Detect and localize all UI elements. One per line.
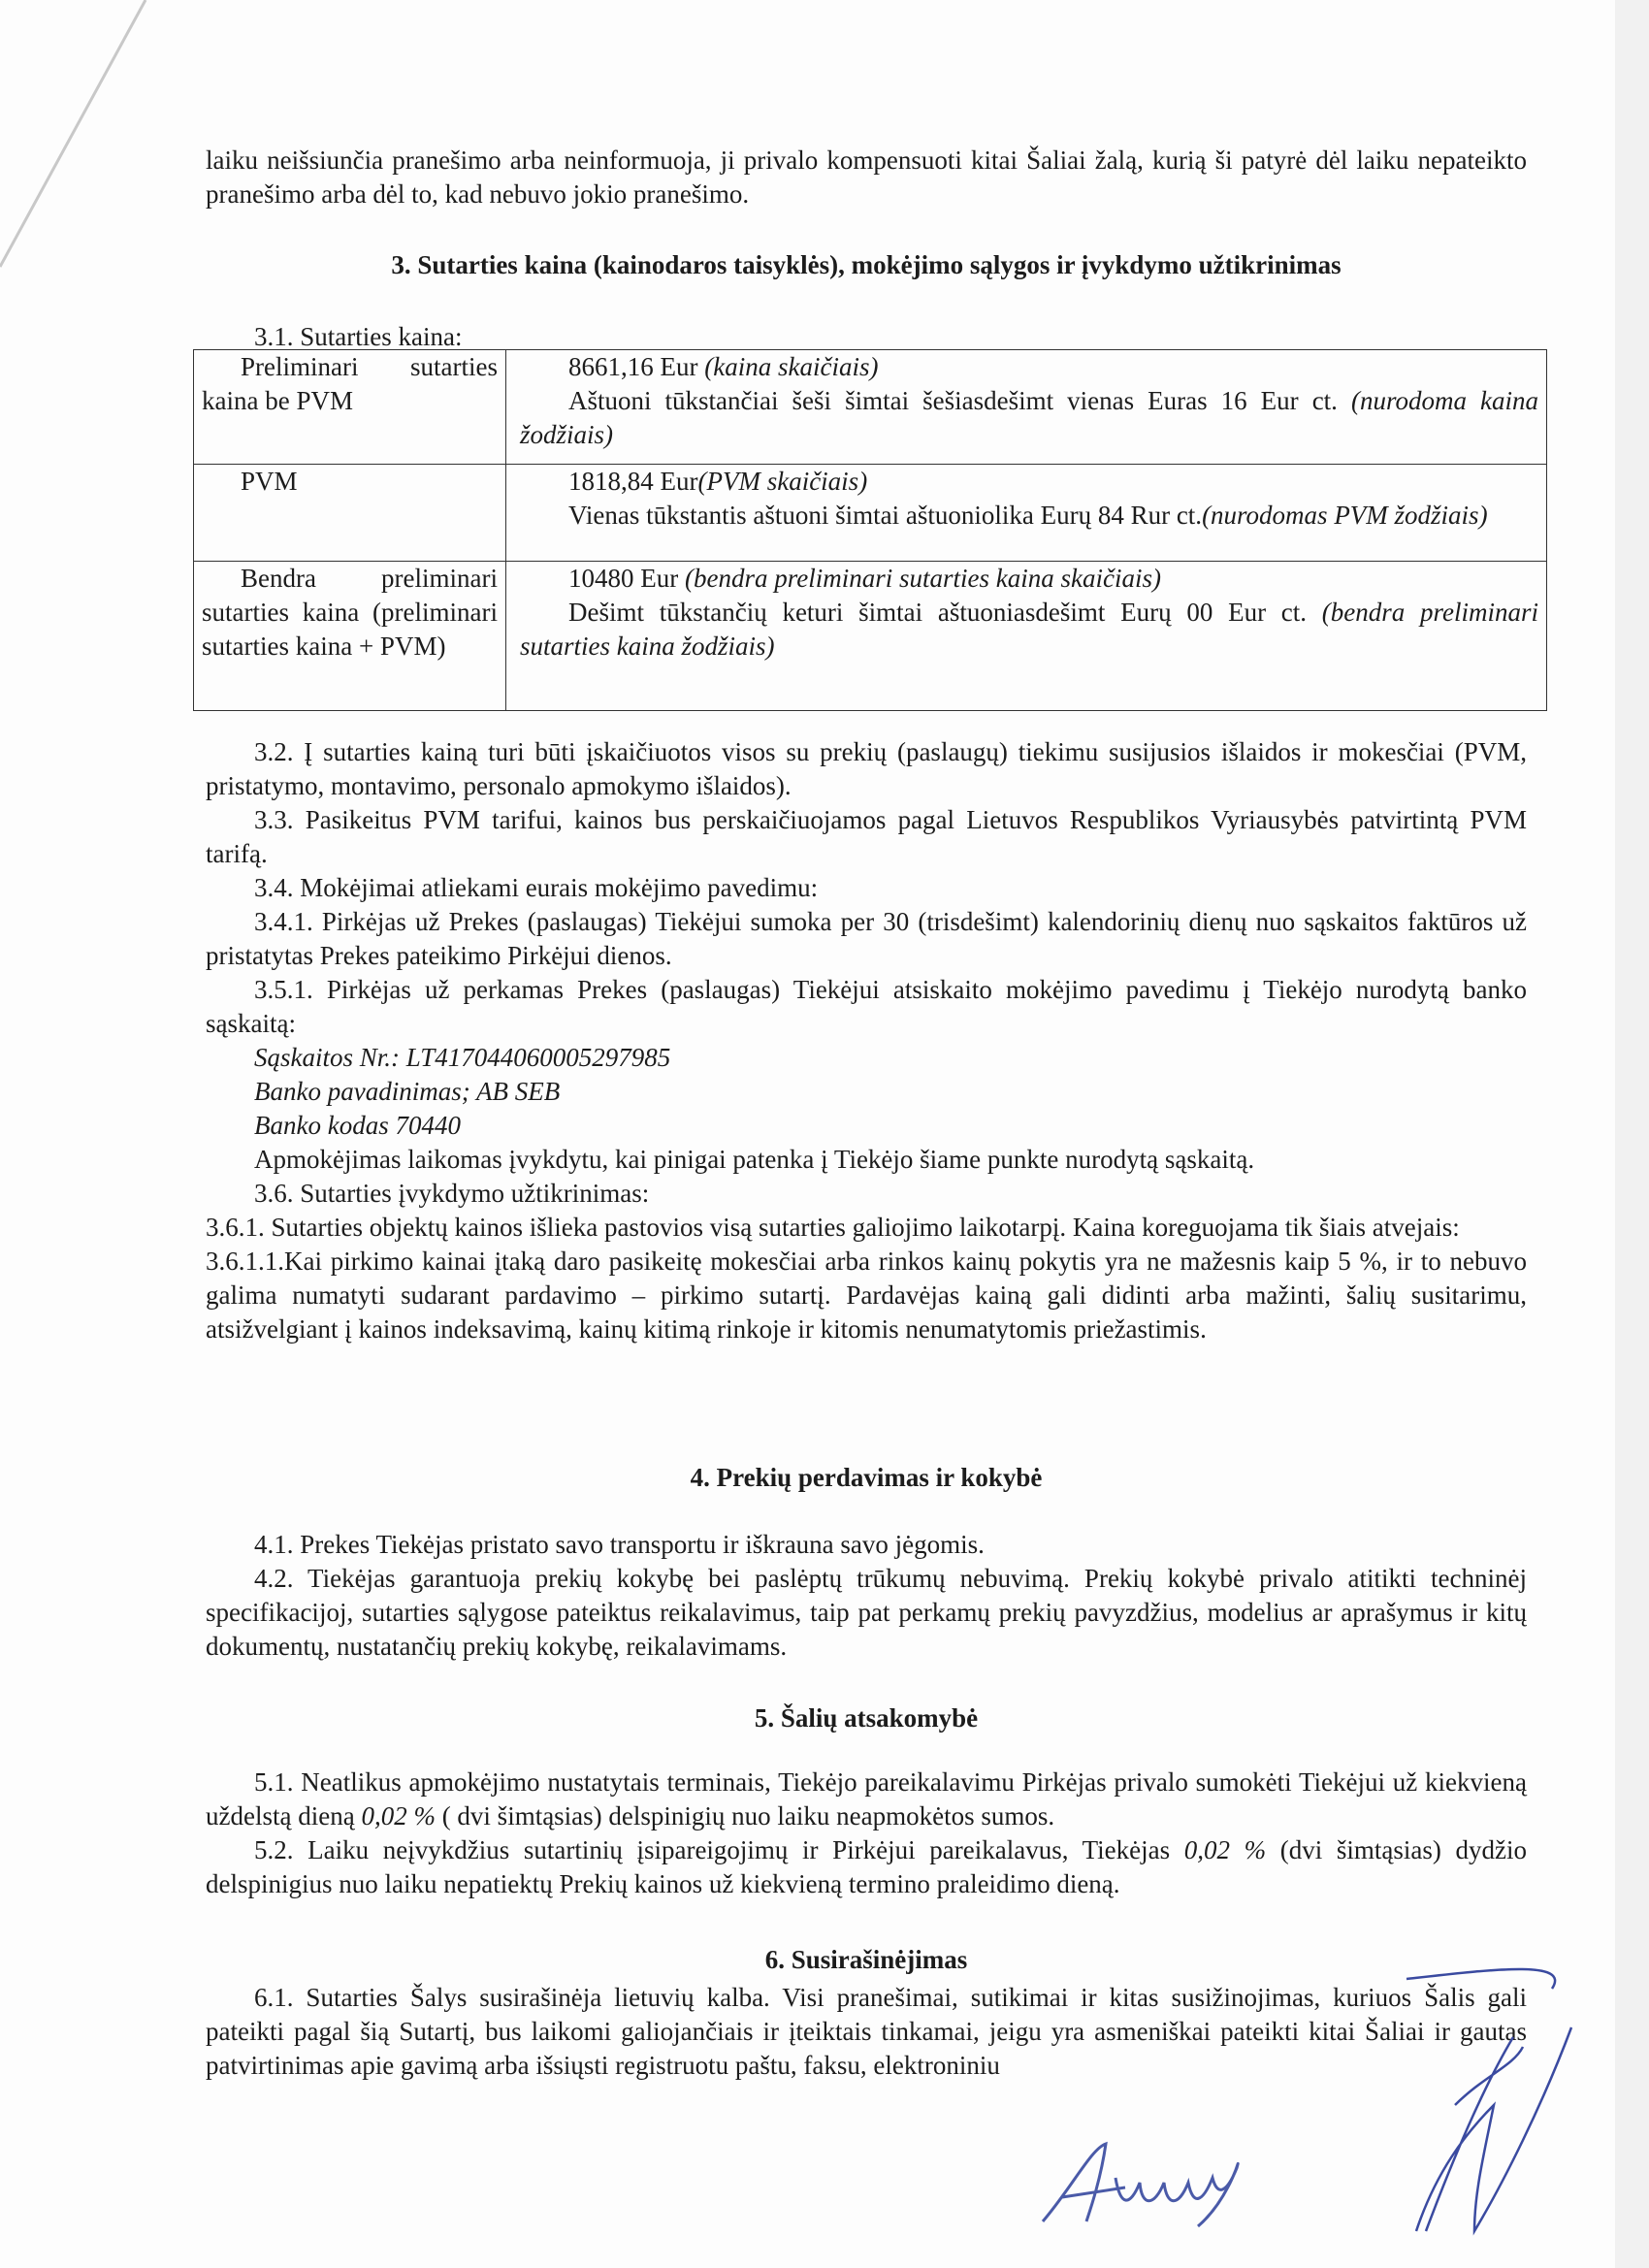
- amount: 10480 Eur: [568, 564, 679, 593]
- clause-4-2: 4.2. Tiekėjas garantuoja prekių kokybę bei paslėptų trūkumų nebuvimą. Prekių kokybė privalo atitikti techninėj specifikacijoj, sutarties sąlygose pateiktus reikalavimus, taip pat perkamų prekių pavyzdžius, modelius ar aprašymus ir kitų dokumentų, nustatančių prekių kokybę, reikalavimams.: [206, 1564, 1527, 1661]
- section-3-clauses: [206, 735, 1527, 1346]
- section-3-heading: 3. Sutarties kaina (kainodaros taisyklės), mokėjimo sąlygos ir įvykdymo užtikrinimas: [391, 250, 1342, 279]
- words-note: (nurodoma kaina žodžiais): [520, 386, 1538, 449]
- clause-5-1: [206, 1766, 1527, 1833]
- table-row: [194, 465, 1547, 562]
- words-note: (bendra preliminari sutarties kaina žodžiais): [520, 598, 1539, 661]
- clause-5-2: [206, 1833, 1527, 1901]
- clause-3-3: 3.3. Pasikeitus PVM tarifui, kainos bus perskaičiuojamos pagal Lietuvos Respublikos Vyriausybės patvirtintą PVM tarifą.: [206, 805, 1527, 868]
- intro-paragraph: [206, 144, 1527, 211]
- signature-buyer: [1033, 2129, 1276, 2236]
- clause-5-1-text: 5.1. Neatlikus apmokėjimo nustatytais terminais, Tiekėjo pareikalavimu Pirkėjas privalo sumokėti Tiekėjui už kiekvieną uždelstą dieną: [206, 1767, 1527, 1831]
- amount: 1818,84 Eur: [568, 467, 698, 496]
- amount-words: Dešimt tūkstančių keturi šimtai aštuoniasdešimt Eurų 00 Eur ct.: [568, 598, 1308, 627]
- penalty-rate: 0,02 %: [1183, 1835, 1267, 1864]
- row-label: Bendra preliminari sutarties kaina (preliminari sutarties kaina + PVM): [194, 562, 506, 711]
- clause-6-1: 6.1. Sutarties Šalys susirašinėja lietuvių kalba. Visi pranešimai, sutikimai ir kitas susižinojimas, kuriuos Šalis gali pateikti pagal šią Sutartį, bus laikomi galiojančiais ir įteiktais tinkamai, jeigu yra asmeniškai pateikti kitai Šaliai ir gautas patvirtinimas apie gavimą arba išsiųsti registruotu paštu, faksu, elektroniniu: [206, 1983, 1527, 2080]
- amount-note: (PVM skaičiais): [697, 467, 868, 496]
- clause-5-2-text: 5.2. Laiku neįvykdžius sutartinių įsipareigojimų ir Pirkėjui pareikalavus, Tiekėjas: [254, 1835, 1171, 1864]
- section-6-heading: 6. Susirašinėjimas: [764, 1945, 968, 1974]
- clause-3-5-1: 3.5.1. Pirkėjas už perkamas Prekes (paslaugas) Tiekėjui atsiskaito mokėjimo pavedimu į Tiekėjo nurodytą banko sąskaitą:: [206, 975, 1527, 1038]
- clause-3-6-1-1: 3.6.1.1.Kai pirkimo kainai įtaką daro pasikeitę mokesčiai arba rinkos kainų pokytis yra ne mažesnis kaip 5 %, ir to nebuvo galima numatyti sudarant pardavimo – pirkimo sutartį. Pardavėjas kainą gali didinti arba mažinti, šalių susitarimu, atsižvelgiant į kainos indeksavimą, kainų kitimą rinkoje ir kitomis nenumatytomis priežastimis.: [206, 1247, 1527, 1344]
- section-6-clauses: [206, 1981, 1527, 2083]
- table-row: [194, 562, 1547, 711]
- amount-words: Aštuoni tūkstančiai šeši šimtai šešiasdešimt vienas Euras 16 Eur ct.: [568, 386, 1338, 415]
- signature-supplier: [1377, 1960, 1591, 2251]
- penalty-rate: 0,02 %: [361, 1801, 436, 1831]
- bank-code: Banko kodas 70440: [254, 1111, 461, 1140]
- clause-5-2-text-end: (dvi šimtąsias) dydžio delspinigius nuo laiku nepatiektų Prekių kainos už kiekvieną termino praleidimo dieną.: [206, 1835, 1528, 1898]
- words-note: (nurodomas PVM žodžiais): [1202, 501, 1488, 530]
- section-4-clauses: [206, 1528, 1527, 1664]
- clause-3-4-1: 3.4.1. Pirkėjas už Prekes (paslaugas) Tiekėjui sumoka per 30 (trisdešimt) kalendorinių dienų nuo sąskaitos faktūros už pristatytas Prekes pateikimo Pirkėjui dienos.: [206, 907, 1527, 970]
- clause-3-2: 3.2. Į sutarties kainą turi būti įskaičiuotos visos su prekių (paslaugų) tiekimu susijusios išlaidos ir mokesčiai (PVM, pristatymo, montavimo, personalo apmokymo išlaidos).: [206, 737, 1527, 800]
- amount: 8661,16 Eur: [568, 352, 698, 381]
- row-value: [506, 350, 1547, 465]
- section-4-heading: 4. Prekių perdavimas ir kokybė: [690, 1463, 1043, 1492]
- bank-name: Banko pavadinimas; AB SEB: [254, 1077, 561, 1106]
- intro-text: laiku neišsiunčia pranešimo arba neinformuoja, ji privalo kompensuoti kitai Šaliai žalą, kurią ši patyrė dėl laiku nepateikto pranešimo arba dėl to, kad nebuvo jokio pranešimo.: [206, 146, 1527, 209]
- payment-completion: Apmokėjimas laikomas įvykdytu, kai pinigai patenka į Tiekėjo šiame punkte nurodytą sąskaitą.: [254, 1145, 1255, 1174]
- section-5-clauses: [206, 1766, 1527, 1901]
- clause-4-1: 4.1. Prekes Tiekėjas pristato savo transportu ir iškrauna savo jėgomis.: [254, 1530, 985, 1559]
- clause-3-6-1: 3.6.1. Sutarties objektų kainos išlieka pastovios visą sutarties galiojimo laikotarpį. Kaina koreguojama tik šiais atvejais:: [206, 1213, 1460, 1242]
- amount-note: (kaina skaičiais): [704, 352, 879, 381]
- clause-3-1-text: 3.1. Sutarties kaina:: [254, 322, 463, 351]
- row-value: [506, 562, 1547, 711]
- row-label: Preliminari sutarties kaina be PVM: [194, 350, 506, 465]
- amount-words: Vienas tūkstantis aštuoni šimtai aštuoniolika Eurų 84 Rur ct.: [568, 501, 1203, 530]
- clause-3-6: 3.6. Sutarties įvykdymo užtikrinimas:: [254, 1179, 650, 1208]
- bank-account: Sąskaitos Nr.: LT417044060005297985: [254, 1043, 671, 1072]
- table-row: [194, 350, 1547, 465]
- clause-5-1-text-end: ( dvi šimtąsias) delspinigių nuo laiku neapmokėtos sumos.: [441, 1801, 1055, 1831]
- amount-note: (bendra preliminari sutarties kaina skaičiais): [684, 564, 1161, 593]
- section-5-heading: 5. Šalių atsakomybė: [754, 1703, 979, 1733]
- price-table: [193, 349, 1547, 711]
- row-value: [506, 465, 1547, 562]
- clause-3-4: 3.4. Mokėjimai atliekami eurais mokėjimo pavedimu:: [254, 873, 819, 902]
- row-label: PVM: [194, 465, 506, 562]
